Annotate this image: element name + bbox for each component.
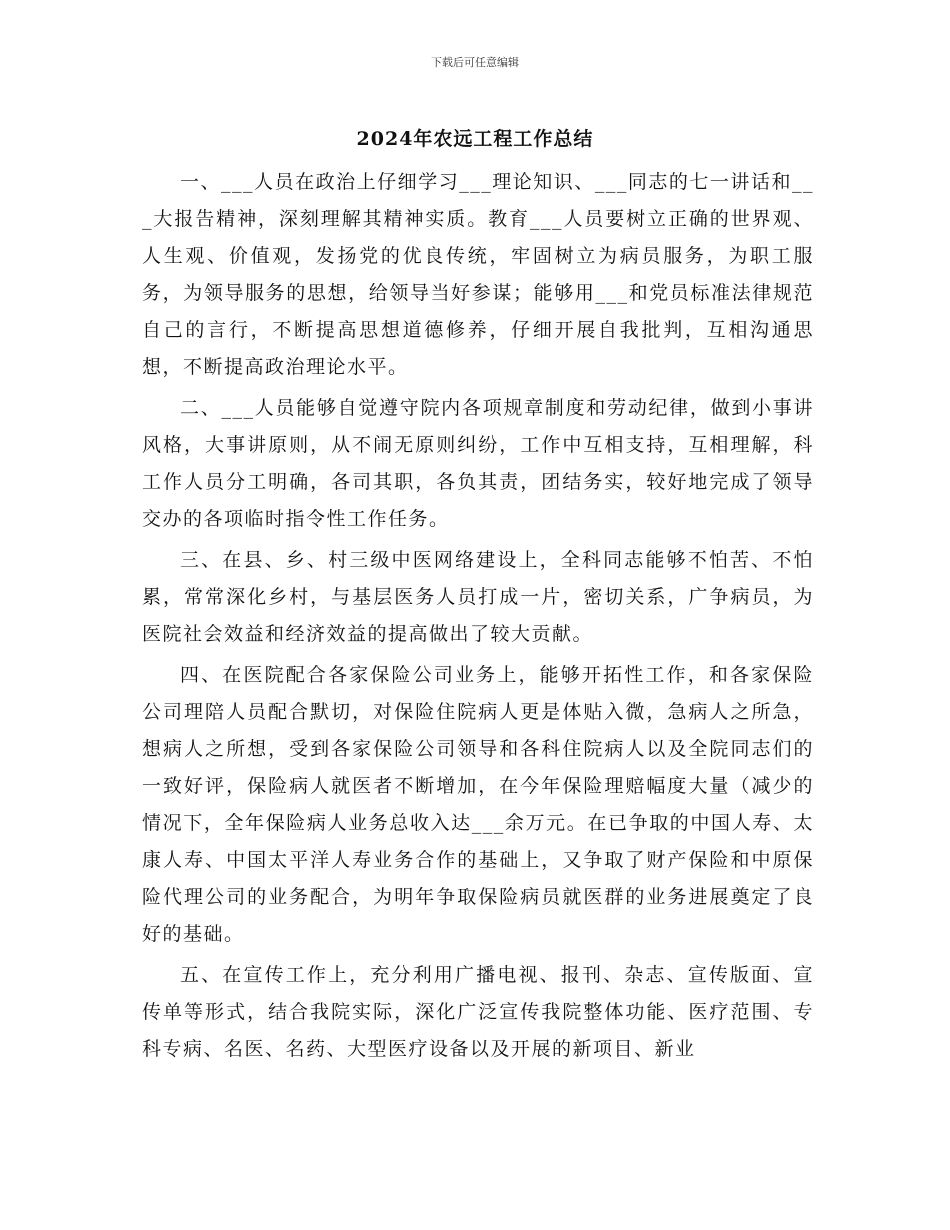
paragraph-5: 五、在宣传工作上，充分利用广播电视、报刊、杂志、宣传版面、宣传单等形式，结合我院实际，深化广泛宣传我院整体功能、医疗范围、专科专病、名医、名药、大型医疗设备以及开展的新项目、新业 [142, 964, 814, 1060]
paragraph-4: 四、在医院配合各家保险公司业务上，能够开拓性工作，和各家保险公司理陪人员配合默切，对保险住院病人更是体贴入微，急病人之所急，想病人之所想，受到各家保险公司领导和各科住院病人以及全院同志们的一致好评，保险病人就医者不断增加，在今年保险理赔幅度大量（减少的情况下，全年保险病人业务总收入达___余万元。在已争取的中国人寿、太康人寿、中国太平洋人寿业务合作的基础上，又争取了财产保险和中原保险代理公司的业务配合，为明年争取保险病员就医群的业务进展奠定了良好的基础。 [142, 664, 814, 945]
document-body [142, 164, 814, 1072]
paragraph-1: 一、___人员在政治上仔细学习___理论知识、___同志的七一讲话和___大报告精神，深刻理解其精神实质。教育___人员要树立正确的世界观、人生观、价值观，发扬党的优良传统，牢固树立为病员服务，为职工服务，为领导服务的思想，给领导当好参谋；能够用___和党员标准法律规范自己的言行，不断提高思想道德修养，仔细开展自我批判，互相沟通思想，不断提高政治理论水平。 [142, 171, 814, 378]
paragraph-3: 三、在县、乡、村三级中医网络建设上，全科同志能够不怕苦、不怕累，常常深化乡村，与基层医务人员打成一片，密切关系，广争病员，为医院社会效益和经济效益的提高做出了较大贡献。 [142, 549, 814, 645]
page-header-note: 下载后可任意编辑 [431, 56, 519, 69]
paragraph-2: 二、___人员能够自觉遵守院内各项规章制度和劳动纪律，做到小事讲风格，大事讲原则，从不闹无原则纠纷，工作中互相支持，互相理解，科工作人员分工明确，各司其职，各负其责，团结务实，较好地完成了领导交办的各项临时指令性工作任务。 [142, 397, 814, 530]
page-title: 2024年农远工程工作总结 [356, 128, 594, 150]
